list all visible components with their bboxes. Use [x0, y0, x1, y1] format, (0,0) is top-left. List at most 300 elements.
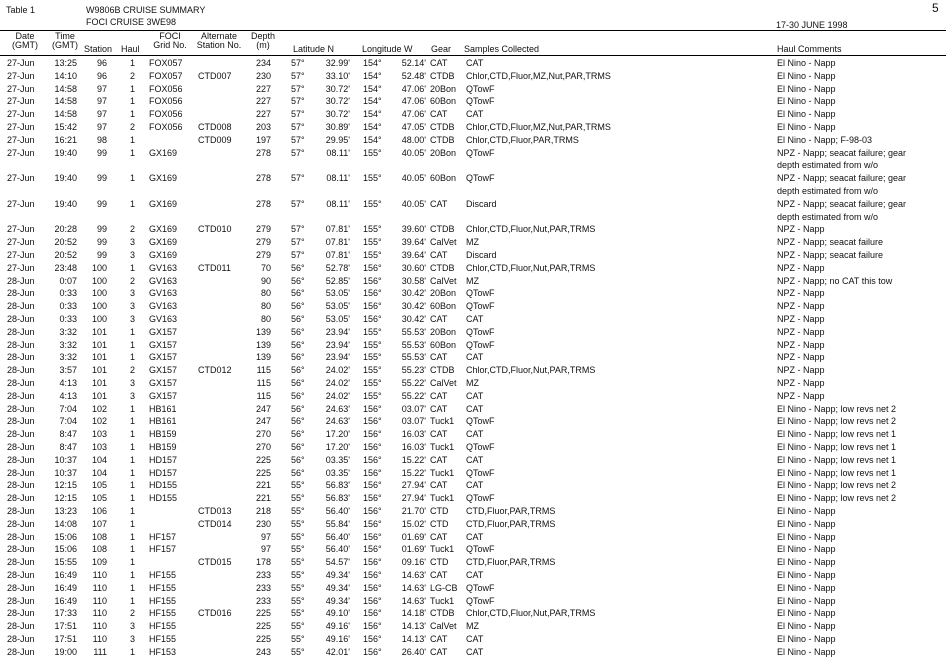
- date-cell: 27-Jun: [7, 262, 35, 273]
- time-cell: 3:32: [59, 339, 77, 350]
- lat-deg-cell: 57°: [291, 173, 305, 184]
- depth-cell: 115: [256, 378, 271, 388]
- station-cell: 110: [92, 608, 107, 619]
- station-cell: 98: [96, 134, 107, 145]
- samples-cell: CTD,Fluor,PAR,TRMS: [466, 557, 556, 568]
- lon-min-cell: 30.42': [401, 301, 426, 312]
- samples-cell: Chlor,CTD,Fluor,Nut,PAR,TRMS: [466, 365, 596, 376]
- comment-line: El Nino - Napp: [777, 544, 836, 555]
- haul-cell: 1: [129, 570, 135, 580]
- samples-cell: Chlor,CTD,Fluor,Nut,PAR,TRMS: [466, 608, 596, 619]
- haul-cell: 2: [129, 122, 135, 132]
- lat-min-cell: 52.85': [325, 275, 350, 286]
- station-cell: 100: [91, 275, 107, 286]
- lon-min-cell: 21.70': [401, 506, 426, 516]
- lon-min-cell: 16.03': [401, 429, 426, 440]
- comment-line: El Nino - Napp: [777, 83, 836, 94]
- lat-deg-cell: 55°: [291, 506, 305, 516]
- haul-cell: 1: [129, 326, 135, 337]
- table-row-32: [0, 492, 948, 505]
- depth-cell: 233: [255, 595, 271, 606]
- grid-cell: HF157: [149, 531, 177, 542]
- lon-min-cell: 52.48': [401, 70, 426, 81]
- date-cell: 28-Jun: [7, 352, 35, 363]
- station-cell: 103: [91, 442, 107, 452]
- samples-cell: Chlor,CTD,Fluor,PAR,TRMS: [466, 134, 579, 145]
- haul-cell: 1: [129, 429, 135, 440]
- comment-line: El Nino - Napp; low revs net 2: [777, 493, 897, 504]
- lon-min-cell: 30.42': [401, 314, 426, 324]
- comment-line: El Nino - Napp: [777, 506, 836, 516]
- alt-station-cell: CTD010: [198, 224, 232, 235]
- depth-cell: 139: [255, 326, 271, 337]
- samples-cell: CAT: [466, 454, 484, 465]
- samples-cell: QTowF: [466, 326, 495, 337]
- lat-min-cell: 24.02': [325, 365, 350, 376]
- haul-cell: 3: [129, 621, 135, 632]
- lat-deg-cell: 55°: [291, 544, 305, 555]
- lat-deg-cell: 55°: [291, 557, 305, 568]
- lon-min-cell: 39.64': [401, 237, 426, 248]
- samples-cell: QTowF: [466, 442, 495, 452]
- grid-cell: GX169: [149, 198, 178, 209]
- depth-cell: 233: [255, 570, 271, 580]
- date-cell: 28-Jun: [7, 634, 35, 644]
- table-row-28: [0, 441, 948, 454]
- lat-deg-cell: 55°: [291, 608, 305, 619]
- depth-cell: 178: [255, 557, 271, 568]
- table-row-21: [0, 351, 948, 364]
- grid-cell: HB159: [149, 442, 177, 452]
- station-cell: 111: [93, 646, 107, 657]
- gear-cell: CAT: [430, 403, 448, 414]
- haul-cell: 3: [129, 250, 135, 260]
- time-cell: 19:40: [54, 173, 77, 184]
- date-cell: 27-Jun: [7, 237, 35, 248]
- samples-cell: CAT: [466, 352, 484, 363]
- comment-line: NPZ - Napp: [777, 365, 825, 376]
- date-cell: 28-Jun: [7, 531, 35, 542]
- time-cell: 0:33: [59, 288, 77, 299]
- samples-cell: CAT: [466, 314, 484, 324]
- date-cell: 28-Jun: [7, 390, 35, 401]
- grid-cell: GX169: [149, 173, 178, 184]
- depth-cell: 247: [255, 416, 271, 427]
- comment-line: El Nino - Napp: [777, 570, 836, 580]
- station-cell: 110: [92, 582, 107, 593]
- station-cell: 101: [91, 378, 107, 388]
- grid-cell: GX169: [149, 250, 178, 260]
- grid-cell: GX169: [149, 147, 178, 158]
- alt-station-cell: CTD007: [198, 70, 232, 81]
- table-row-42: [0, 620, 948, 633]
- samples-cell: Chlor,CTD,Fluor,MZ,Nut,PAR,TRMS: [466, 70, 611, 81]
- lat-deg-cell: 57°: [291, 224, 305, 235]
- lon-min-cell: 14.13': [401, 634, 426, 644]
- depth-cell: 225: [255, 634, 271, 644]
- comment-line: El Nino - Napp; low revs net 2: [777, 403, 897, 414]
- lat-deg-cell: 56°: [291, 390, 305, 401]
- gear-cell: CTDB: [430, 122, 455, 132]
- lon-min-cell: 39.64': [401, 250, 426, 260]
- station-cell: 101: [91, 339, 107, 350]
- depth-cell: 139: [255, 339, 271, 350]
- lat-min-cell: 55.84': [325, 518, 350, 529]
- lat-min-cell: 24.63': [325, 403, 350, 414]
- grid-cell: FOX057: [149, 58, 183, 68]
- lat-deg-cell: 55°: [291, 634, 305, 644]
- grid-cell: GX157: [149, 365, 178, 376]
- table-row-7: [0, 134, 948, 147]
- comment-line: El Nino - Napp: [777, 557, 836, 568]
- header-top-rule: [0, 30, 946, 31]
- comment-line: El Nino - Napp; low revs net 1: [777, 467, 897, 478]
- station-cell: 101: [91, 352, 107, 363]
- grid-cell: GV163: [149, 275, 178, 286]
- gear-cell: CalVet: [430, 621, 457, 632]
- haul-cell: 1: [129, 518, 135, 529]
- gear-cell: CAT: [430, 454, 448, 465]
- time-cell: 20:52: [54, 250, 77, 260]
- lat-min-cell: 30.72': [325, 109, 350, 120]
- grid-cell: HF157: [149, 544, 177, 555]
- samples-cell: CAT: [466, 570, 484, 580]
- depth-cell: 197: [255, 134, 271, 145]
- time-cell: 13:25: [54, 58, 77, 68]
- date-cell: 28-Jun: [7, 582, 35, 593]
- station-cell: 99: [96, 224, 107, 235]
- samples-cell: CAT: [466, 634, 484, 644]
- time-cell: 16:49: [54, 595, 77, 606]
- comments-cell: [777, 199, 906, 225]
- depth-cell: 279: [255, 224, 271, 235]
- haul-cell: 1: [129, 58, 135, 68]
- table-row-25: [0, 403, 948, 416]
- lat-deg-cell: 56°: [291, 429, 305, 440]
- report-subtitle: FOCI CRUISE 3WE98: [86, 17, 177, 27]
- time-cell: 20:28: [54, 224, 77, 235]
- samples-cell: Chlor,CTD,Fluor,MZ,Nut,PAR,TRMS: [466, 122, 611, 132]
- lon-min-cell: 14.13': [401, 621, 426, 632]
- lat-min-cell: 03.35': [325, 467, 350, 478]
- table-label: Table 1: [6, 5, 36, 15]
- gear-cell: CAT: [430, 480, 448, 491]
- alt-station-cell: CTD013: [198, 506, 232, 516]
- station-cell: 97: [96, 122, 107, 132]
- station-cell: 97: [96, 83, 107, 94]
- comment-line: depth estimated from w/o: [777, 160, 879, 171]
- grid-cell: GV163: [149, 301, 178, 312]
- depth-cell: 278: [255, 147, 271, 158]
- lat-deg-cell: 56°: [291, 301, 305, 312]
- lat-deg-cell: 56°: [291, 467, 305, 478]
- date-cell: 28-Jun: [7, 646, 35, 657]
- table-row-24: [0, 390, 948, 403]
- gear-cell: CAT: [430, 314, 448, 324]
- lat-min-cell: 49.34': [325, 582, 350, 593]
- haul-cell: 1: [129, 83, 135, 94]
- time-cell: 14:58: [54, 83, 77, 94]
- lat-deg-cell: 57°: [291, 58, 305, 68]
- date-cell: 28-Jun: [7, 416, 35, 427]
- lon-min-cell: 27.94': [401, 493, 426, 504]
- time-cell: 14:08: [54, 518, 77, 529]
- lon-deg-cell: 156°: [363, 518, 382, 529]
- alt-station-cell: CTD014: [198, 518, 232, 529]
- depth-cell: 70: [260, 262, 271, 273]
- date-cell: 28-Jun: [7, 275, 35, 286]
- time-cell: 15:06: [54, 544, 77, 555]
- station-cell: 96: [96, 58, 107, 68]
- lon-deg-cell: 156°: [363, 531, 382, 542]
- gear-cell: CTDB: [430, 70, 455, 81]
- depth-cell: 115: [256, 390, 271, 401]
- lon-min-cell: 40.05': [401, 173, 426, 184]
- gear-cell: CTD: [430, 518, 449, 529]
- date-cell: 28-Jun: [7, 442, 35, 452]
- time-cell: 7:04: [59, 416, 77, 427]
- station-cell: 99: [96, 250, 107, 260]
- lat-min-cell: 56.83': [325, 480, 350, 491]
- samples-cell: CAT: [466, 390, 484, 401]
- depth-cell: 243: [255, 646, 271, 657]
- lat-min-cell: 30.72': [325, 83, 350, 94]
- time-cell: 4:13: [59, 390, 77, 401]
- lon-min-cell: 55.53': [401, 326, 426, 337]
- comment-line: NPZ - Napp: [777, 339, 825, 350]
- table-row-2: [0, 70, 948, 83]
- depth-cell: 230: [255, 518, 271, 529]
- date-cell: 28-Jun: [7, 429, 35, 440]
- date-cell: 27-Jun: [7, 58, 35, 68]
- comment-line: depth estimated from w/o: [777, 185, 879, 196]
- samples-cell: QTowF: [466, 582, 495, 593]
- lon-min-cell: 01.69': [401, 531, 426, 542]
- lon-deg-cell: 156°: [363, 506, 382, 516]
- haul-cell: 2: [129, 224, 135, 235]
- samples-cell: CAT: [466, 58, 484, 68]
- samples-cell: QTowF: [466, 301, 495, 312]
- comments-cell: [777, 148, 906, 174]
- lat-deg-cell: 56°: [291, 352, 305, 363]
- gear-cell: Tuck1: [430, 442, 455, 452]
- station-cell: 96: [96, 70, 107, 81]
- time-cell: 4:13: [59, 378, 77, 388]
- samples-cell: MZ: [466, 378, 479, 388]
- depth-cell: 221: [255, 480, 271, 491]
- lon-deg-cell: 156°: [363, 288, 382, 299]
- haul-cell: 1: [129, 493, 135, 504]
- lat-deg-cell: 57°: [291, 83, 305, 94]
- lon-min-cell: 14.63': [401, 582, 426, 593]
- lat-min-cell: 08.11': [326, 173, 350, 184]
- depth-cell: 97: [260, 531, 271, 542]
- date-cell: 28-Jun: [7, 595, 35, 606]
- haul-cell: 2: [129, 70, 135, 81]
- gear-cell: 60Bon: [430, 301, 457, 312]
- samples-cell: QTowF: [466, 467, 495, 478]
- time-cell: 16:49: [54, 570, 77, 580]
- lat-deg-cell: 56°: [291, 365, 305, 376]
- time-cell: 23:48: [54, 262, 77, 273]
- comment-line: depth estimated from w/o: [777, 211, 879, 222]
- col-grid-header: FOCI Grid No.: [153, 31, 187, 50]
- samples-cell: QTowF: [466, 595, 495, 606]
- comment-line: El Nino - Napp: [777, 621, 836, 632]
- date-cell: 28-Jun: [7, 339, 35, 350]
- col-lon-header: Longitude W: [362, 44, 413, 54]
- time-cell: 10:37: [54, 454, 77, 465]
- lat-min-cell: 56.40': [325, 531, 350, 542]
- table-row-10: [0, 198, 948, 224]
- samples-cell: CAT: [466, 109, 484, 120]
- lon-deg-cell: 155°: [363, 198, 382, 209]
- date-cell: 28-Jun: [7, 608, 35, 619]
- time-cell: 20:52: [54, 237, 77, 248]
- depth-cell: 233: [255, 582, 271, 593]
- gear-cell: Tuck1: [430, 595, 455, 606]
- lat-min-cell: 08.11': [326, 198, 350, 209]
- grid-cell: HF153: [149, 646, 177, 657]
- lat-deg-cell: 56°: [291, 403, 305, 414]
- time-cell: 19:40: [54, 198, 77, 209]
- time-cell: 17:33: [54, 608, 77, 619]
- lat-deg-cell: 56°: [291, 262, 305, 273]
- lon-deg-cell: 156°: [363, 442, 382, 452]
- table-row-39: [0, 582, 948, 595]
- lon-min-cell: 14.63': [401, 570, 426, 580]
- lat-min-cell: 49.34': [325, 595, 350, 606]
- lat-deg-cell: 56°: [291, 454, 305, 465]
- lon-deg-cell: 155°: [363, 147, 382, 158]
- alt-station-cell: CTD016: [198, 608, 232, 619]
- date-cell: 28-Jun: [7, 518, 35, 529]
- lon-min-cell: 01.69': [401, 544, 426, 555]
- lat-min-cell: 23.94': [325, 352, 350, 363]
- date-cell: 27-Jun: [7, 224, 35, 235]
- time-cell: 16:49: [54, 582, 77, 593]
- grid-cell: FOX056: [149, 96, 183, 107]
- station-cell: 99: [96, 147, 107, 158]
- haul-cell: 3: [129, 390, 135, 401]
- comments-cell: [777, 173, 906, 199]
- haul-cell: 3: [129, 378, 135, 388]
- lon-deg-cell: 156°: [363, 403, 382, 414]
- grid-cell: HD157: [149, 467, 178, 478]
- page-number: 5: [932, 1, 939, 15]
- grid-cell: HF155: [149, 621, 177, 632]
- col-station-header: Station: [84, 44, 113, 54]
- time-cell: 0:07: [59, 275, 77, 286]
- haul-cell: 1: [129, 442, 135, 452]
- station-cell: 99: [96, 237, 107, 248]
- depth-cell: 225: [255, 621, 271, 632]
- grid-cell: GV163: [149, 288, 178, 299]
- lon-min-cell: 40.05': [401, 198, 426, 209]
- station-cell: 97: [96, 96, 107, 107]
- comment-line: El Nino - Napp; low revs net 2: [777, 480, 897, 491]
- table-row-38: [0, 569, 948, 582]
- date-cell: 27-Jun: [7, 122, 35, 132]
- date-cell: 27-Jun: [7, 109, 35, 120]
- time-cell: 8:47: [59, 442, 77, 452]
- lon-deg-cell: 156°: [363, 621, 382, 632]
- col-haul-header: Haul: [121, 44, 140, 54]
- lat-min-cell: 29.95': [325, 134, 350, 145]
- table-row-26: [0, 415, 948, 428]
- lon-min-cell: 09.16': [401, 557, 426, 568]
- haul-cell: 1: [129, 480, 135, 491]
- grid-cell: GX157: [149, 326, 178, 337]
- station-cell: 110: [92, 634, 107, 644]
- date-cell: 28-Jun: [7, 621, 35, 632]
- grid-cell: GX157: [149, 378, 178, 388]
- lat-min-cell: 53.05': [325, 314, 350, 324]
- gear-cell: CalVet: [430, 237, 457, 248]
- station-cell: 107: [91, 518, 107, 529]
- station-cell: 108: [91, 544, 107, 555]
- comment-line: El Nino - Napp: [777, 58, 836, 68]
- samples-cell: QTowF: [466, 288, 495, 299]
- lat-min-cell: 30.89': [325, 122, 350, 132]
- lon-deg-cell: 156°: [363, 314, 382, 324]
- gear-cell: CTDB: [430, 224, 455, 235]
- depth-cell: 227: [255, 96, 271, 107]
- table-row-16: [0, 287, 948, 300]
- gear-cell: LG-CB: [430, 582, 458, 593]
- comment-line: El Nino - Napp: [777, 70, 836, 81]
- gear-cell: CAT: [430, 634, 448, 644]
- lat-deg-cell: 56°: [291, 275, 305, 286]
- comment-line: NPZ - Napp: [777, 288, 825, 299]
- haul-cell: 1: [129, 467, 135, 478]
- lat-min-cell: 56.40': [325, 506, 350, 516]
- grid-cell: GX157: [149, 390, 178, 401]
- grid-cell: HB159: [149, 429, 177, 440]
- lat-min-cell: 49.16': [325, 621, 350, 632]
- gear-cell: 60Bon: [430, 173, 457, 184]
- lon-deg-cell: 156°: [363, 570, 382, 580]
- depth-cell: 278: [255, 198, 271, 209]
- depth-cell: 97: [260, 544, 271, 555]
- samples-cell: QTowF: [466, 83, 495, 94]
- lat-deg-cell: 56°: [291, 378, 305, 388]
- samples-cell: QTowF: [466, 173, 495, 184]
- samples-cell: CAT: [466, 646, 484, 657]
- lon-deg-cell: 154°: [363, 109, 382, 120]
- samples-cell: CTD,Fluor,PAR,TRMS: [466, 518, 556, 529]
- grid-cell: HB161: [149, 416, 177, 427]
- depth-cell: 234: [255, 58, 271, 68]
- station-cell: 101: [91, 365, 107, 376]
- lon-min-cell: 47.05': [401, 122, 426, 132]
- lat-min-cell: 54.57': [325, 557, 350, 568]
- table-row-1: [0, 57, 948, 70]
- gear-cell: Tuck1: [430, 544, 455, 555]
- table-row-31: [0, 479, 948, 492]
- depth-cell: 270: [255, 442, 271, 452]
- col-date-header: Date (GMT): [12, 31, 38, 50]
- samples-cell: QTowF: [466, 96, 495, 107]
- table-row-3: [0, 83, 948, 96]
- lon-min-cell: 55.22': [401, 390, 426, 401]
- col-time-header: Time (GMT): [52, 31, 78, 50]
- date-cell: 27-Jun: [7, 198, 35, 209]
- time-cell: 12:15: [54, 480, 77, 491]
- table-row-40: [0, 595, 948, 608]
- grid-cell: GV163: [149, 262, 178, 273]
- samples-cell: CAT: [466, 531, 484, 542]
